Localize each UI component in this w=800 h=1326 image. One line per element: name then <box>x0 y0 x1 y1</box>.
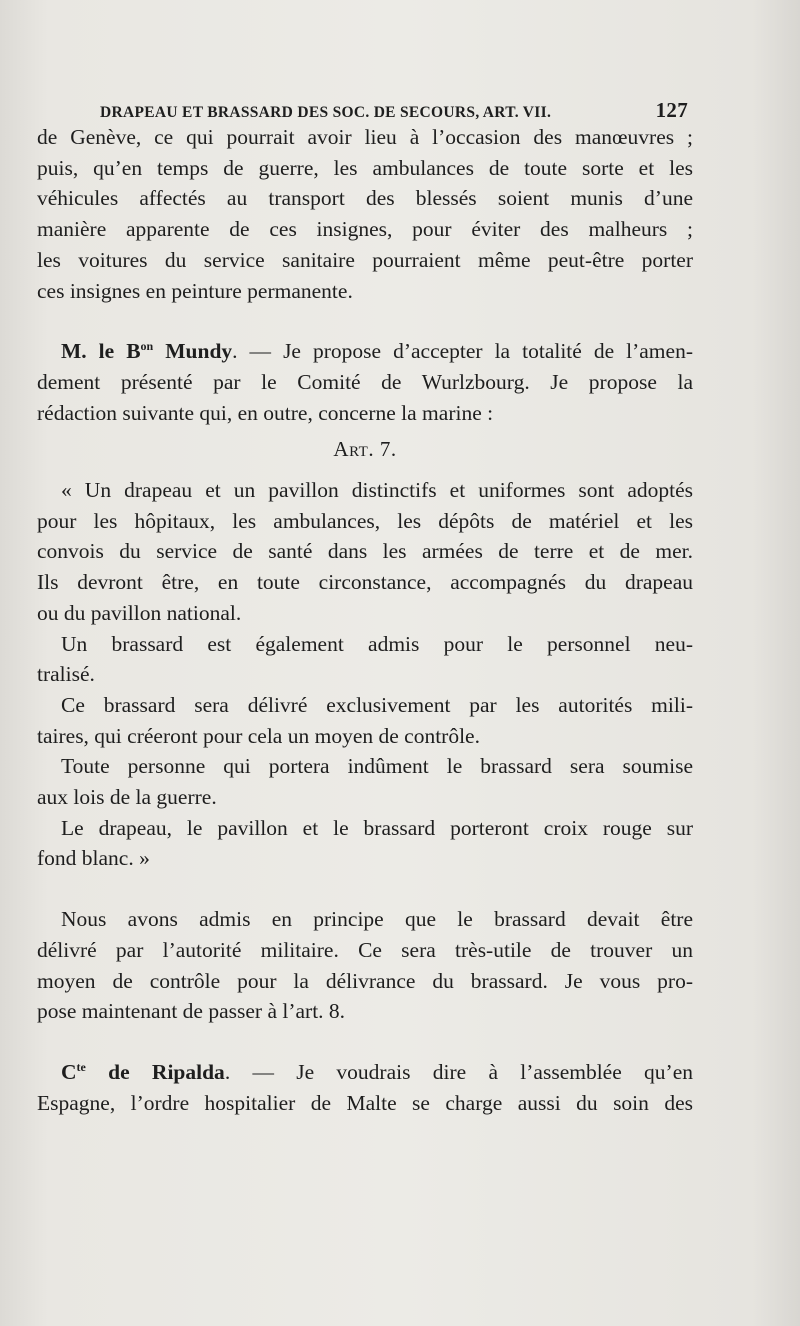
running-title: DRAPEAU ET BRASSARD DES SOC. DE SECOURS, ART. VII. <box>100 104 552 121</box>
text-line: puis, qu’en temps de guerre, les ambulances de toute sorte et les <box>37 155 693 180</box>
article-paragraph <box>37 751 693 812</box>
page-number: 127 <box>655 98 688 122</box>
spacer <box>37 306 693 336</box>
text-line: convois du service de santé dans les armées de terre et de mer. <box>37 539 693 564</box>
text-line: les voitures du service sanitaire pourraient même peut-être porter <box>37 247 693 272</box>
speech-mundy <box>37 336 693 428</box>
speaker-title: C <box>61 1059 77 1084</box>
article-paragraph <box>37 813 693 874</box>
text-line: « Un drapeau et un pavillon distinctifs et uniformes sont adoptés <box>61 478 693 503</box>
text-line: fond blanc. » <box>37 846 150 871</box>
text-line: ou du pavillon national. <box>37 600 242 625</box>
text-line: délivré par l’autorité militaire. Ce sera très-utile de trouver un <box>37 937 693 962</box>
text-line: pour les hôpitaux, les ambulances, les dépôts de matériel et les <box>37 508 693 533</box>
paragraph-continuation <box>37 122 693 306</box>
running-header <box>100 98 688 123</box>
spacer <box>37 1027 693 1057</box>
speech-text: . — Je propose d’accepter la totalité de l’amen- <box>232 339 693 364</box>
article-paragraph <box>37 475 693 629</box>
text-line: ces insignes en peinture permanente. <box>37 278 353 303</box>
speaker-surname: Mundy <box>165 339 233 364</box>
text-line: pose maintenant de passer à l’art. 8. <box>37 999 346 1024</box>
text-line: Toute personne qui portera indûment le brassard sera soumise <box>61 754 693 779</box>
speaker-title-sup: on <box>140 339 154 354</box>
text-line: de Genève, ce qui pourrait avoir lieu à l’occasion des manœuvres ; <box>37 125 693 149</box>
speaker-surname: de Ripalda <box>85 1059 225 1084</box>
page-body <box>37 122 693 1118</box>
text-line <box>37 336 693 367</box>
text-line <box>37 1057 693 1088</box>
text-line: Ce brassard sera délivré exclusivement par les autorités mili- <box>61 692 693 717</box>
text-line: manière apparente de ces insignes, pour éviter des malheurs ; <box>37 217 693 242</box>
speech-ripalda <box>37 1057 693 1118</box>
speech-text: . — Je voudrais dire à l’assemblée qu’en <box>224 1059 694 1084</box>
text-line: Ils devront être, en toute circonstance, accompagnés du drapeau <box>37 570 693 595</box>
spacer <box>37 874 693 904</box>
text-line: Un brassard est également admis pour le personnel neu- <box>61 631 693 656</box>
article-paragraph <box>37 629 693 690</box>
speaker-title-sup: te <box>76 1059 86 1074</box>
text-line: Le drapeau, le pavillon et le brassard porteront croix rouge sur <box>61 815 693 840</box>
text-line: Espagne, l’ordre hospitalier de Malte se charge aussi du soin des <box>37 1090 693 1115</box>
text-line: véhicules affectés au transport des blessés soient munis d’une <box>37 186 693 211</box>
speaker-name <box>61 339 232 363</box>
text-line: tralisé. <box>37 662 95 687</box>
speaker-name <box>61 1060 225 1084</box>
article-title: Art. 7. <box>333 437 397 462</box>
text-line: Nous avons admis en principe que le brassard devait être <box>61 907 693 932</box>
text-line: taires, qui créeront pour cela un moyen de contrôle. <box>37 723 480 748</box>
text-line: aux lois de la guerre. <box>37 785 217 810</box>
article-paragraph <box>37 690 693 751</box>
text-line: rédaction suivante qui, en outre, concerne la marine : <box>37 400 494 425</box>
speech-continuation <box>37 904 693 1027</box>
text-line: moyen de contrôle pour la délivrance du brassard. Je vous pro- <box>37 968 693 993</box>
speaker-title: M. le B <box>61 339 141 364</box>
text-line: dement présenté par le Comité de Wurlzbourg. Je propose la <box>37 369 693 394</box>
